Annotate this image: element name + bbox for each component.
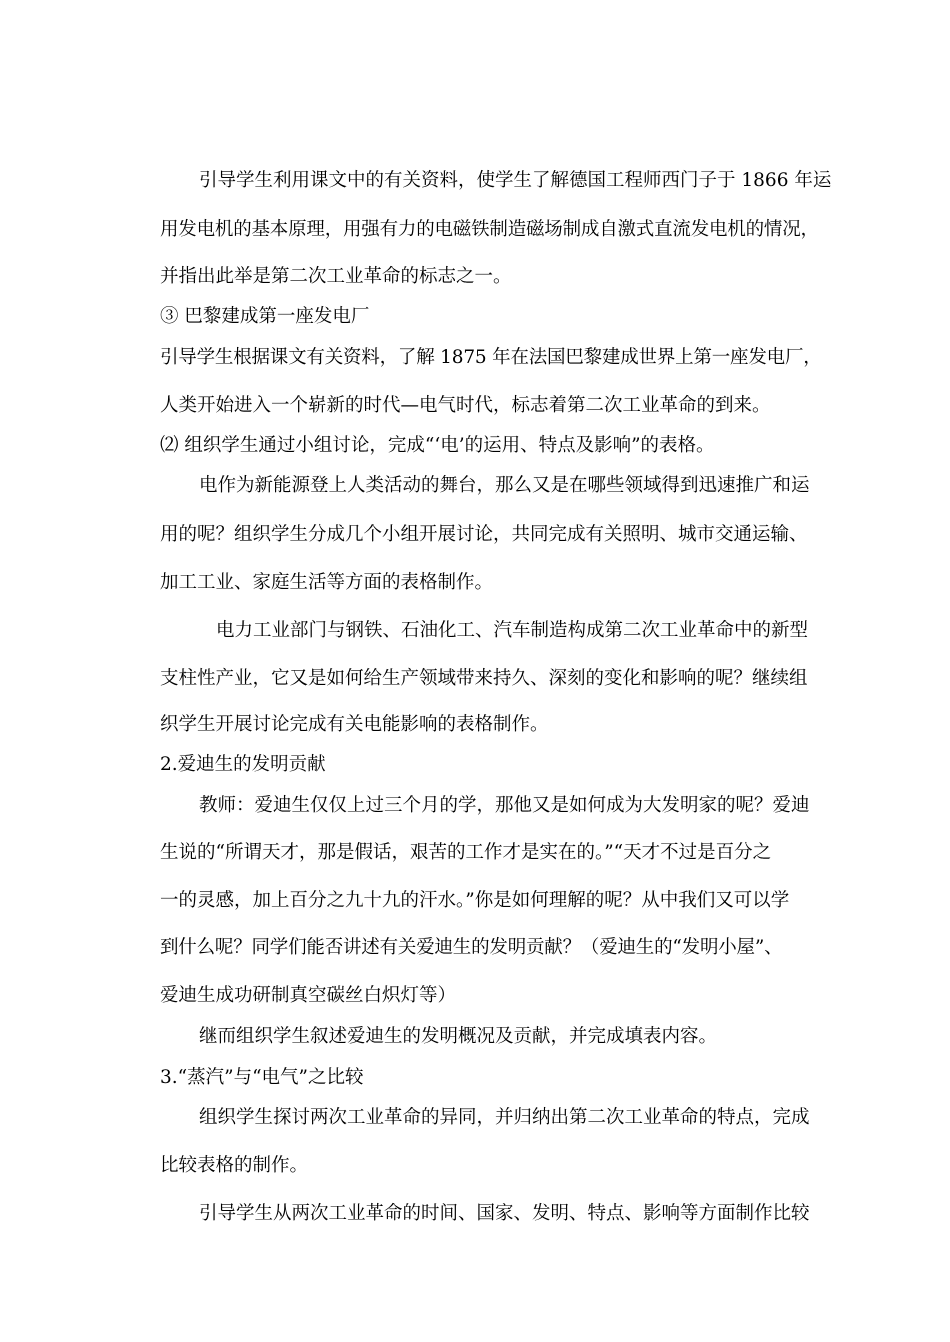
paragraph-line: 一的灵感，加上百分之九十九的汗水。”你是如何理解的呢？从中我们又可以学 [160, 890, 790, 911]
paragraph-line: 用的呢？组织学生分成几个小组开展讨论，共同完成有关照明、城市交通运输、 [160, 524, 808, 545]
paragraph-line: 到什么呢？同学们能否讲述有关爱迪生的发明贡献？（爱迪生的“发明小屋”、 [160, 937, 783, 958]
section-heading: ⑵ 组织学生通过小组讨论，完成“‘电’的运用、特点及影响”的表格。 [160, 435, 715, 456]
paragraph-line: 人类开始进入一个崭新的时代—电气时代，标志着第二次工业革命的到来。 [160, 395, 771, 416]
paragraph-line: 比较表格的制作。 [160, 1155, 309, 1176]
section-heading: 3.“蒸汽”与“电气”之比较 [160, 1067, 364, 1088]
paragraph-line: 教师：爱迪生仅仅上过三个月的学，那他又是如何成为大发明家的呢？爱迪 [199, 795, 810, 816]
paragraph-line: 生说的“所谓天才，那是假话，艰苦的工作才是实在的。”“天才不过是百分之 [160, 842, 772, 863]
paragraph-line: 引导学生根据课文有关资料，了解 1875 年在法国巴黎建成世界上第一座发电厂， [160, 347, 822, 368]
paragraph-line: 电作为新能源登上人类活动的舞台，那么又是在哪些领域得到迅速推广和运 [199, 475, 810, 496]
paragraph-line: 支柱性产业，它又是如何给生产领域带来持久、深刻的变化和影响的呢？继续组 [160, 668, 808, 689]
paragraph-line: 组织学生探讨两次工业革命的异同，并归纳出第二次工业革命的特点，完成 [199, 1107, 810, 1128]
paragraph-line: 并指出此举是第二次工业革命的标志之一。 [160, 266, 512, 287]
paragraph-line: 用发电机的基本原理，用强有力的电磁铁制造磁场制成自激式直流发电机的情况， [160, 219, 819, 240]
paragraph-line: 加工工业、家庭生活等方面的表格制作。 [160, 572, 494, 593]
paragraph-line: 引导学生从两次工业革命的时间、国家、发明、特点、影响等方面制作比较 [199, 1203, 810, 1224]
section-heading: 2.爱迪生的发明贡献 [160, 754, 326, 775]
paragraph-line: 继而组织学生叙述爱迪生的发明概况及贡献，并完成填表内容。 [199, 1026, 718, 1047]
section-heading: ③ 巴黎建成第一座发电厂 [160, 306, 370, 327]
paragraph-line: 织学生开展讨论完成有关电能影响的表格制作。 [160, 714, 549, 735]
paragraph-line: 爱迪生成功研制真空碳丝白炽灯等） [160, 985, 457, 1006]
paragraph-line: 电力工业部门与钢铁、石油化工、汽车制造构成第二次工业革命中的新型 [216, 620, 809, 641]
paragraph-line: 引导学生利用课文中的有关资料，使学生了解德国工程师西门子于 1866 年运 [199, 170, 832, 191]
